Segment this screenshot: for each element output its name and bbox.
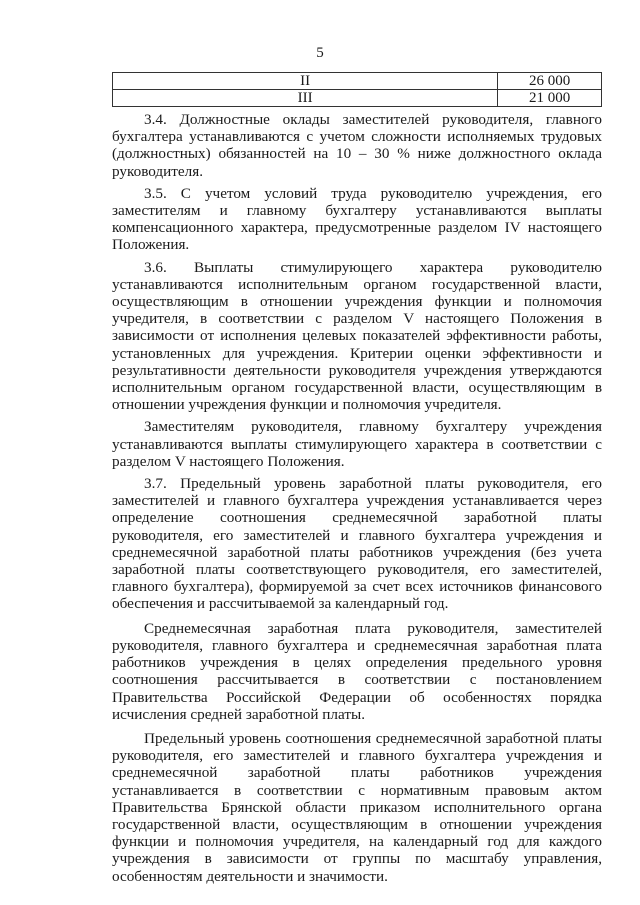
grade-cell: III <box>113 90 498 107</box>
grade-cell: II <box>113 73 498 90</box>
table-row <box>113 73 602 90</box>
paragraph-average-salary: Среднемесячная заработная плата руководителя, заместителей руководителя, главного бухгалтера и среднемесячная заработная плата работников учреждения в целях определения предельного уровня соотношения рассчитывается в соответствии с постановлением Правительства Российской Федерации об особенностях порядка исчисления средней заработной платы. <box>112 619 602 723</box>
page-number: 5 <box>316 45 324 61</box>
paragraph-deputies: Заместителям руководителя, главному бухгалтеру учреждения устанавливаются выплаты стимулирующего характера в соответствии с разделом V настоящего Положения. <box>112 418 602 470</box>
table-row <box>113 90 602 107</box>
paragraph-3-4: 3.4. Должностные оклады заместителей руководителя, главного бухгалтера устанавливаются с учетом сложности исполняемых трудовых (должностных) обязанностей на 10 – 30 % ниже должностного оклада руководителя. <box>112 111 602 180</box>
salary-cell: 21 000 <box>498 90 602 107</box>
paragraph-salary-ratio: Предельный уровень соотношения среднемесячной заработной платы руководителя, его заместителей и главного бухгалтера учреждения и среднемесячной заработной платы работников учреждения устанавливается в соответствии с нормативным правовым актом Правительства Брянской области приказом исполнительного органа государственной власти, осуществляющим в отношении учреждения функции и полномочия учредителя, на календарный год для каждого учреждения в зависимости от группы по масштабу управления, особенностям деятельности и значимости. <box>112 729 602 885</box>
paragraph-3-5: 3.5. С учетом условий труда руководителю учреждения, его заместителям и главному бухгалтеру устанавливаются выплаты компенсационного характера, предусмотренные разделом IV настоящего Положения. <box>112 184 602 254</box>
salary-grade-table <box>112 72 602 107</box>
paragraph-3-6: 3.6. Выплаты стимулирующего характера руководителю устанавливаются исполнительным органом государственной власти, осуществляющим в отношении учреждения функции и полномочия учредителя, в соответствии с разделом V настоящего Положения в зависимости от исполнения целевых показателей эффективности работы, установленных для учреждения. Критерии оценки эффективности и результативности деятельности руководителя учреждения утверждаются исполнительным органом государственной власти, осуществляющим в отношении учреждения функции и полномочия учредителя. <box>112 258 602 414</box>
paragraph-3-7: 3.7. Предельный уровень заработной платы руководителя, его заместителей и главного бухгалтера учреждения устанавливается через определение соотношения среднемесячной заработной платы руководителя, его заместителей и главного бухгалтера учреждения и среднемесячной заработной платы работников учреждения (без учета заработной платы соответствующего руководителя, его заместителей, главного бухгалтера), формируемой за счет всех источников финансового обеспечения и рассчитываемой за календарный год. <box>112 475 602 613</box>
salary-cell: 26 000 <box>498 73 602 90</box>
document-body <box>112 111 602 885</box>
